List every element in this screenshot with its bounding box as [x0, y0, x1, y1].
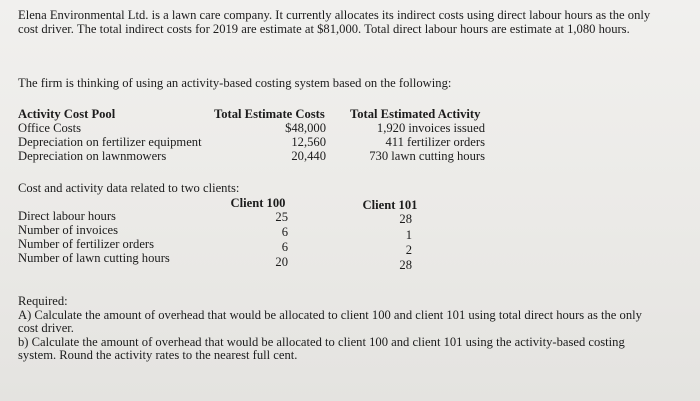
client-row-label: Direct labour hours — [18, 209, 116, 223]
pool-row-label: Depreciation on fertilizer equipment — [18, 135, 202, 149]
header-activity-cost-pool: Activity Cost Pool — [18, 107, 116, 121]
client-101-value: 28 — [399, 258, 412, 272]
required-part-b: b) Calculate the amount of overhead that would be allocated to client 100 and client 101 using the activity-based costing system. Round the activity rates to the nearest full cent. — [18, 334, 625, 362]
required-part-a: A) Calculate the amount of overhead that would be allocated to client 100 and client 101 using total direct hours as the only cost driver. — [18, 307, 642, 335]
required-section — [18, 295, 658, 363]
client-100-value: 20 — [275, 255, 288, 269]
pool-row-label: Depreciation on lawnmowers — [18, 149, 167, 163]
lead-sentence: The firm is thinking of using an activity-based costing system based on the following: — [18, 76, 452, 90]
header-total-estimated-activity: Total Estimated Activity — [350, 107, 481, 121]
required-title: Required: — [18, 294, 68, 308]
client-row-label: Number of lawn cutting hours — [18, 251, 170, 265]
pool-row-activity: 730 lawn cutting hours — [369, 149, 485, 163]
pool-row-activity: 1,920 invoices issued — [376, 121, 485, 135]
client-101-value: 2 — [405, 243, 412, 257]
pool-row-label: Office Costs — [18, 121, 82, 135]
client-row-label: Number of invoices — [18, 223, 119, 237]
pool-row-activity: 411 fertilizer orders — [385, 135, 485, 149]
header-total-estimate-costs: Total Estimate Costs — [214, 107, 325, 121]
client-100-value: 25 — [275, 210, 288, 224]
client-row-label: Number of fertilizer orders — [18, 237, 155, 251]
pool-row-cost: 20,440 — [291, 149, 326, 163]
client-section-title: Cost and activity data related to two clients: — [18, 181, 240, 195]
client-100-value: 6 — [281, 225, 288, 239]
client-100-value: 6 — [281, 240, 288, 254]
intro-paragraph — [18, 9, 658, 36]
client-101-value: 1 — [405, 228, 412, 242]
intro-text: Elena Environmental Ltd. is a lawn care company. It currently allocates its indirect costs using direct labour hours as the only cost driver. The total indirect costs for 2019 are estimate at $81,000. Total direct labour hours are estimate at 1,080 hours. — [18, 8, 651, 36]
header-client-101: Client 101 — [362, 198, 418, 212]
pool-row-cost: $48,000 — [285, 121, 326, 135]
client-101-value: 28 — [399, 212, 412, 226]
header-client-100: Client 100 — [230, 196, 286, 210]
pool-row-cost: 12,560 — [291, 135, 326, 149]
